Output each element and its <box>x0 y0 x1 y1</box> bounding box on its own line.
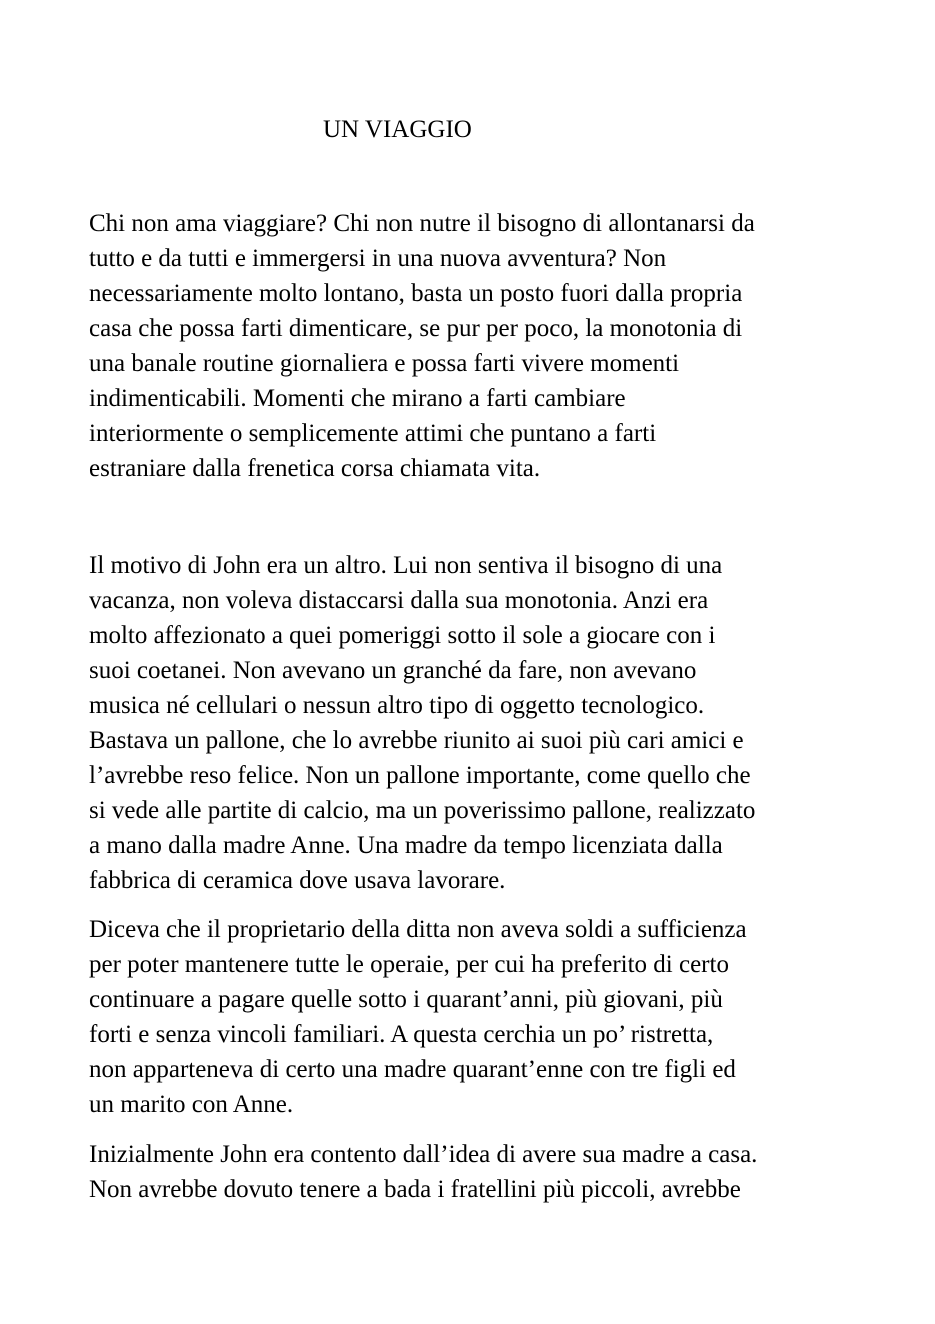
text-line: Il motivo di John era un altro. Lui non sentiva il bisogno di una <box>89 552 723 579</box>
text-line: interiormente o semplicemente attimi che puntano a farti <box>89 420 657 447</box>
text-line: Inizialmente John era contento dall’idea di avere sua madre a casa. <box>89 1141 758 1168</box>
text-line: a mano dalla madre Anne. Una madre da tempo licenziata dalla <box>89 832 723 859</box>
text-line: si vede alle partite di calcio, ma un poverissimo pallone, realizzato <box>89 797 756 824</box>
text-line: estraniare dalla frenetica corsa chiamata vita. <box>89 455 541 482</box>
text-line: forti e senza vincoli familiari. A questa cerchia un po’ ristretta, <box>89 1021 714 1048</box>
text-line: per poter mantenere tutte le operaie, per cui ha preferito di certo <box>89 951 729 978</box>
text-line: Chi non ama viaggiare? Chi non nutre il bisogno di allontanarsi da <box>89 210 755 237</box>
text-line: casa che possa farti dimenticare, se pur per poco, la monotonia di <box>89 315 743 342</box>
text-line: suoi coetanei. Non avevano un granché da fare, non avevano <box>89 657 697 684</box>
text-line: musica né cellulari o nessun altro tipo di oggetto tecnologico. <box>89 692 705 719</box>
text-line: continuare a pagare quelle sotto i quarant’anni, più giovani, più <box>89 986 723 1013</box>
text-line: una banale routine giornaliera e possa farti vivere momenti <box>89 350 680 377</box>
paragraph-4 <box>89 1137 757 1207</box>
paragraph-2 <box>89 548 755 898</box>
paragraph-1 <box>89 206 755 486</box>
text-line: vacanza, non voleva distaccarsi dalla sua monotonia. Anzi era <box>89 587 709 614</box>
text-line: fabbrica di ceramica dove usava lavorare. <box>89 867 506 894</box>
text-line: tutto e da tutti e immergersi in una nuova avventura? Non <box>89 245 667 272</box>
text-line: un marito con Anne. <box>89 1091 294 1118</box>
paragraph-3 <box>89 912 747 1122</box>
text-line: Non avrebbe dovuto tenere a bada i fratellini più piccoli, avrebbe <box>89 1176 741 1203</box>
document-title: UN VIAGGIO <box>323 116 472 143</box>
text-line: l’avrebbe reso felice. Non un pallone importante, come quello che <box>89 762 751 789</box>
text-line: molto affezionato a quei pomeriggi sotto il sole a giocare con i <box>89 622 716 649</box>
text-line: indimenticabili. Momenti che mirano a farti cambiare <box>89 385 626 412</box>
text-line: non apparteneva di certo una madre quarant’enne con tre figli ed <box>89 1056 736 1083</box>
text-line: Bastava un pallone, che lo avrebbe riunito ai suoi più cari amici e <box>89 727 744 754</box>
text-line: necessariamente molto lontano, basta un posto fuori dalla propria <box>89 280 743 307</box>
text-line: Diceva che il proprietario della ditta non aveva soldi a sufficienza <box>89 916 747 943</box>
